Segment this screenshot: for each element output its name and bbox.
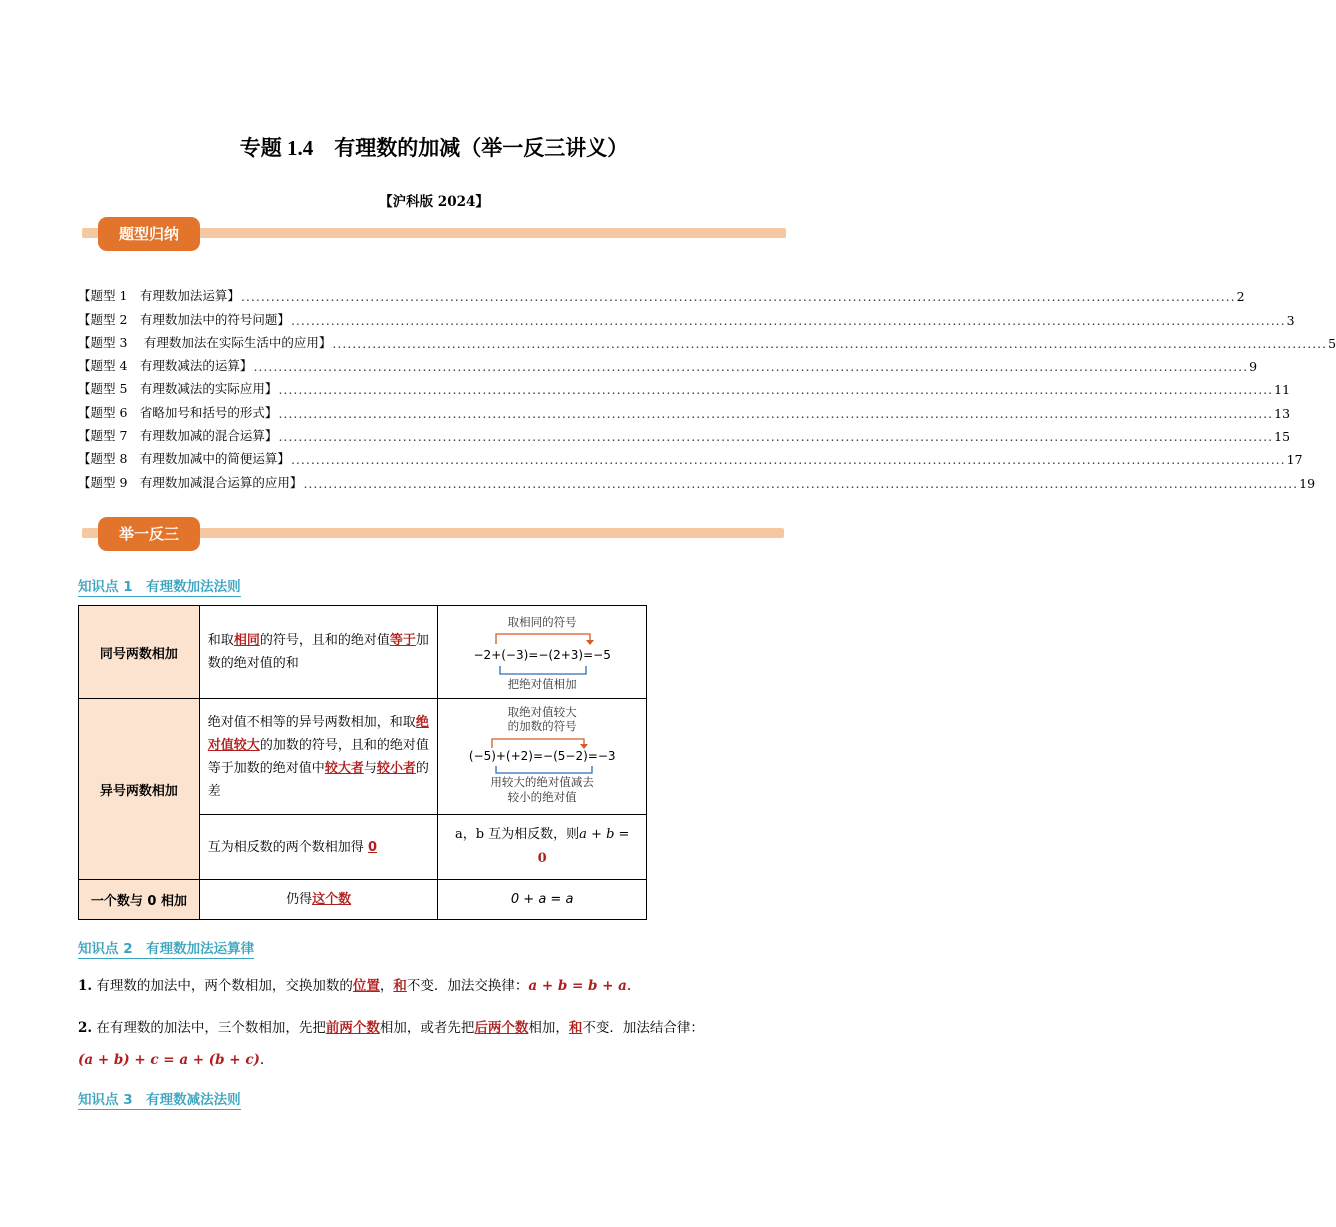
toc-item[interactable] xyxy=(78,421,1291,445)
knowledge-point-3-heading: 知识点 3 有理数减法法则 xyxy=(78,1088,241,1110)
toc-item-page: 2 xyxy=(1236,289,1245,305)
rule-opposites: 互为相反数的两个数相加得 0 xyxy=(199,815,438,880)
paragraph-associative: 2. 在有理数的加法中，三个数相加，先把前两个数相加，或者先把后两个数相加，和不变．加法结合律： (a + b) + c = a + (b + c). xyxy=(78,1020,704,1068)
row-head-same-sign: 同号两数相加 xyxy=(79,606,200,699)
keyword-equals: 等于 xyxy=(389,633,416,648)
toc-item[interactable] xyxy=(78,304,1295,328)
toc-leader-dots: ........................................................................................................................................................................................................ xyxy=(253,359,1249,375)
bracket-arrow-icon xyxy=(486,630,606,646)
keyword-zero: 0 xyxy=(367,839,377,855)
toc-item-label: 【题型 9 有理数加减混合运算的应用】 xyxy=(78,474,303,490)
toc-item-page: 17 xyxy=(1286,452,1303,468)
toc-item-page: 19 xyxy=(1299,475,1316,491)
keyword-same: 相同 xyxy=(233,633,260,648)
rule-same-sign: 和取相同的符号，且和的绝对值等于加数的绝对值的和 xyxy=(199,606,438,699)
toc-item-label: 【题型 4 有理数减法的运算】 xyxy=(78,358,253,374)
toc-leader-dots: ........................................................................................................................................................................................................ xyxy=(290,452,1286,468)
rule-add-zero: 仍得这个数 xyxy=(199,880,438,920)
knowledge-point-1-heading: 知识点 1 有理数加法法则 xyxy=(78,575,241,597)
keyword-larger-abs: 绝对值较大 xyxy=(207,714,429,753)
toc-item-page: 13 xyxy=(1274,405,1291,421)
add-zero-formula: 0 + a = a xyxy=(438,880,647,920)
toc-leader-dots: ........................................................................................................................................................................................................ xyxy=(278,405,1274,421)
toc-item-label: 【题型 1 有理数加法运算】 xyxy=(78,288,240,304)
toc-item-page: 15 xyxy=(1274,429,1291,445)
table-row xyxy=(79,699,647,815)
toc-item[interactable] xyxy=(78,328,1336,351)
keyword-smaller: 较小者 xyxy=(376,760,416,776)
paragraph-commutative: 1. 有理数的加法中，两个数相加，交换加数的位置，和不变．加法交换律：a + b = b + a. xyxy=(78,978,632,994)
toc-item-label: 【题型 6 省略加号和括号的形式】 xyxy=(78,404,278,420)
keyword-this-number: 这个数 xyxy=(312,892,352,907)
section-label-types: 题型归纳 xyxy=(98,217,200,251)
page-title: 专题 1.4 有理数的加减（举一反三讲义） xyxy=(239,136,629,160)
toc-item-label: 【题型 8 有理数加减中的简便运算】 xyxy=(78,451,290,467)
toc-list xyxy=(78,281,1336,491)
diagram-opposite-sign: 取绝对值较大 的加数的符号 (−5)+(+2)=−(5−2)=−3 用较大的绝对值减去 较小的绝对值 xyxy=(438,699,647,815)
table-row xyxy=(79,606,647,699)
toc-item-label: 【题型 5 有理数减法的实际应用】 xyxy=(78,381,278,397)
toc-item[interactable] xyxy=(78,467,1316,491)
row-head-opposite-sign: 异号两数相加 xyxy=(79,699,200,880)
toc-item[interactable] xyxy=(78,444,1303,468)
rule-opposite-sign: 绝对值不相等的异号两数相加，和取绝对值较大的加数的符号，且和的绝对值等于加数的绝对值中较大者与较小者的差 xyxy=(199,699,438,815)
toc-leader-dots: ........................................................................................................................................................................................................ xyxy=(278,429,1274,445)
bracket-arrow-icon xyxy=(484,735,604,749)
toc-leader-dots: ........................................................................................................................................................................................................ xyxy=(278,382,1274,398)
toc-leader-dots: ........................................................................................................................................................................................................ xyxy=(290,312,1286,328)
toc-item-page: 11 xyxy=(1274,382,1291,398)
toc-item-page: 5 xyxy=(1328,335,1336,351)
toc-item[interactable] xyxy=(78,351,1258,375)
addition-rules-table xyxy=(78,605,647,920)
row-head-add-zero: 一个数与 0 相加 xyxy=(79,880,200,920)
toc-item[interactable] xyxy=(78,281,1245,305)
toc-item-label: 【题型 3 有理数加法在实际生活中的应用】 xyxy=(78,334,332,350)
diagram-same-sign: 取相同的符号 −2+(−3)=−(2+3)=−5 把绝对值相加 xyxy=(438,606,647,699)
toc-item[interactable] xyxy=(78,397,1291,421)
edition-label: 【沪科版 2024】 xyxy=(379,194,489,210)
toc-leader-dots: ........................................................................................................................................................................................................ xyxy=(332,335,1328,351)
keyword-larger: 较大者 xyxy=(324,760,364,776)
toc-item-label: 【题型 2 有理数加法中的符号问题】 xyxy=(78,311,290,327)
toc-item-page: 3 xyxy=(1286,312,1295,328)
opposites-formula: a，b 互为相反数，则a + b = 0 xyxy=(438,815,647,880)
toc-item[interactable] xyxy=(78,374,1291,398)
toc-item-page: 9 xyxy=(1249,359,1258,375)
toc-leader-dots: ........................................................................................................................................................................................................ xyxy=(303,475,1299,491)
toc-leader-dots: ........................................................................................................................................................................................................ xyxy=(240,289,1236,305)
table-row xyxy=(79,880,647,920)
toc-item-label: 【题型 7 有理数加减的混合运算】 xyxy=(78,428,278,444)
section-label-examples: 举一反三 xyxy=(98,517,200,551)
knowledge-point-2-heading: 知识点 2 有理数加法运算律 xyxy=(78,937,254,959)
